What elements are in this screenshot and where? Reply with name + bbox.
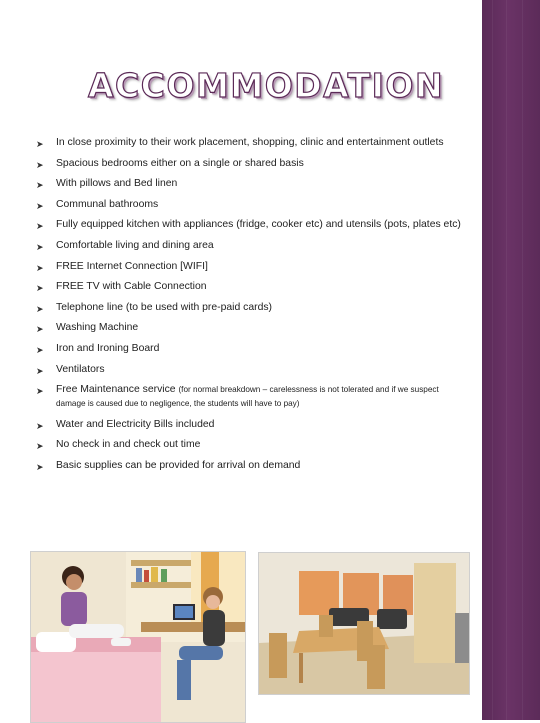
page-title: ACCOMMODATION: [88, 66, 445, 105]
list-item: [0, 321, 480, 335]
list-item: [0, 383, 480, 411]
item-text: Free Maintenance service: [56, 384, 176, 396]
list-item: [0, 342, 480, 356]
item-text: FREE Internet Connection [WIFI]: [56, 260, 208, 272]
arrow-bullet-icon: ➤: [36, 461, 44, 472]
list-item: [0, 459, 480, 473]
list-item: [0, 301, 480, 315]
arrow-bullet-icon: ➤: [36, 441, 44, 452]
list-item: [0, 280, 480, 294]
item-text: In close proximity to their work placement, shopping, clinic and entertainment outlets: [56, 137, 444, 148]
item-text: Water and Electricity Bills included: [56, 418, 215, 430]
item-text: With pillows and Bed linen: [56, 178, 178, 190]
item-text: Iron and Ironing Board: [56, 342, 160, 354]
decorative-side-band: [482, 0, 540, 720]
item-text: Basic supplies can be provided for arrival on demand: [56, 459, 301, 471]
list-item: [0, 363, 480, 377]
arrow-bullet-icon: ➤: [36, 221, 44, 232]
list-item: [0, 218, 480, 232]
list-item: [0, 198, 480, 212]
arrow-bullet-icon: ➤: [36, 139, 44, 149]
arrow-bullet-icon: ➤: [36, 303, 44, 314]
list-item: [0, 136, 480, 150]
item-text: Fully equipped kitchen with appliances (fridge, cooker etc) and utensils (pots, plates etc): [56, 219, 461, 231]
list-item: [0, 418, 480, 432]
item-text: Communal bathrooms: [56, 198, 159, 210]
item-text: FREE TV with Cable Connection: [56, 281, 207, 293]
arrow-bullet-icon: ➤: [36, 159, 44, 170]
item-text: No check in and check out time: [56, 439, 201, 451]
arrow-bullet-icon: ➤: [36, 386, 44, 397]
arrow-bullet-icon: ➤: [36, 283, 44, 294]
arrow-bullet-icon: ➤: [36, 344, 44, 355]
amenities-list: [0, 136, 480, 480]
item-text: Telephone line (to be used with pre-paid cards): [56, 301, 273, 313]
list-item: [0, 260, 480, 274]
item-text: Spacious bedrooms either on a single or shared basis: [56, 157, 304, 169]
list-item: [0, 157, 480, 171]
item-note: (for normal breakdown – carelessness is not tolerated and if we suspect damage is caused due to negligence, the students will have to pay): [56, 385, 439, 409]
arrow-bullet-icon: ➤: [36, 262, 44, 273]
arrow-bullet-icon: ➤: [36, 420, 44, 431]
arrow-bullet-icon: ➤: [36, 365, 44, 376]
dining-room-photo: [258, 552, 470, 695]
list-item: [0, 438, 480, 452]
arrow-bullet-icon: ➤: [36, 180, 44, 191]
list-item: [0, 239, 480, 253]
item-text: Ventilators: [56, 363, 105, 375]
item-text: Comfortable living and dining area: [56, 239, 214, 251]
arrow-bullet-icon: ➤: [36, 200, 44, 211]
bedroom-photo: [30, 551, 246, 723]
item-text: Washing Machine: [56, 322, 139, 334]
list-item: [0, 177, 480, 191]
arrow-bullet-icon: ➤: [36, 324, 44, 335]
arrow-bullet-icon: ➤: [36, 241, 44, 252]
